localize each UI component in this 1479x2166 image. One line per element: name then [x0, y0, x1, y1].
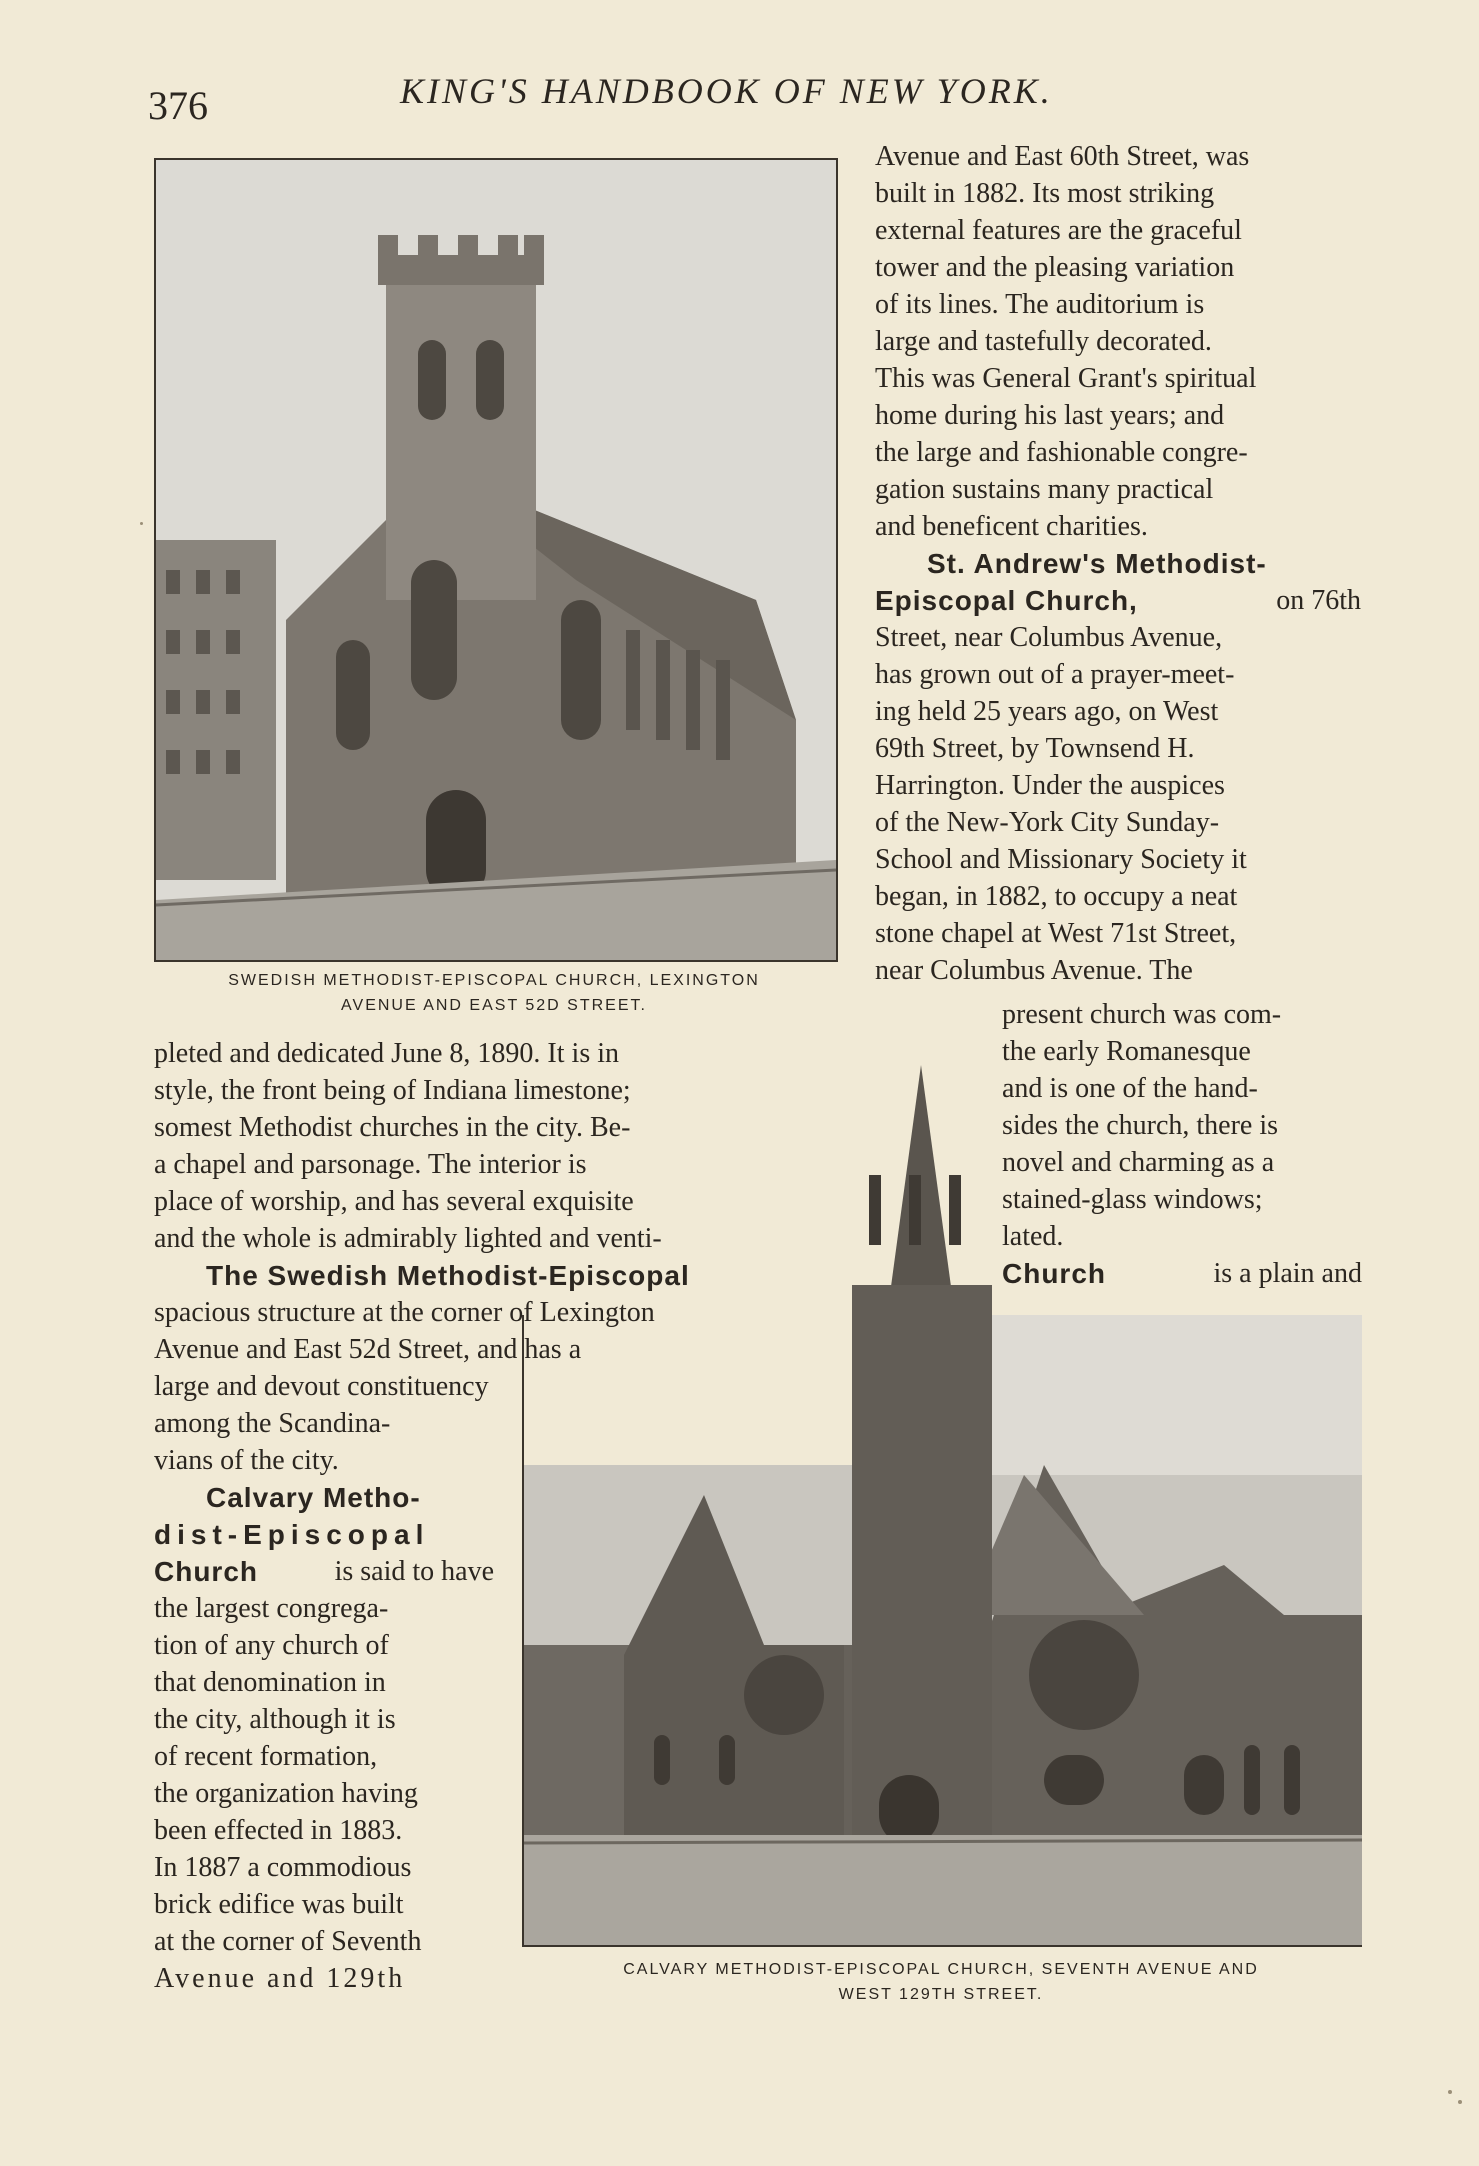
paper-speck: [1458, 2100, 1462, 2104]
text-line: Avenue and East 60th Street, was: [875, 141, 1250, 172]
text-line: been effected in 1883.: [154, 1815, 403, 1846]
text-line: and the whole is admirably lighted and venti-: [154, 1223, 662, 1254]
text-line: stained-glass windows;: [1002, 1184, 1263, 1215]
text-line: home during his last years; and: [875, 400, 1225, 431]
caption-line: SWEDISH METHODIST-EPISCOPAL CHURCH, LEXINGTON: [228, 972, 760, 989]
text-line: the largest congrega-: [154, 1593, 389, 1624]
caption-line: WEST 129TH STREET.: [838, 1986, 1044, 2003]
st-andrews-heading-cont: Episcopal Church,: [875, 585, 1138, 616]
text-line: pleted and dedicated June 8, 1890. It is in: [154, 1038, 619, 1069]
text-line: among the Scandina-: [154, 1408, 391, 1439]
page-number: 376: [148, 83, 208, 128]
text-fragment: on 76th: [1276, 585, 1361, 616]
text-line: This was General Grant's spiritual: [875, 363, 1257, 394]
text-line: external features are the graceful: [875, 215, 1242, 246]
calvary-heading: Calvary Metho-: [206, 1482, 421, 1513]
left-column-paragraph: [154, 1035, 814, 1479]
text-line: [875, 582, 1361, 619]
text-line: stone chapel at West 71st Street,: [875, 918, 1237, 949]
text-line: a chapel and parsonage. The interior is: [154, 1149, 587, 1180]
text-line: School and Missionary Society it: [875, 844, 1247, 875]
text-line: brick edifice was built: [154, 1889, 404, 1920]
text-line: lated.: [1002, 1221, 1064, 1252]
running-head: KING'S HANDBOOK OF NEW YORK.: [400, 71, 1053, 111]
text-line: ing held 25 years ago, on West: [875, 696, 1219, 727]
text-line: the city, although it is: [154, 1704, 396, 1735]
text-line: and beneficent charities.: [875, 511, 1148, 542]
text-line: of the New-York City Sunday-: [875, 807, 1220, 838]
text-line: place of worship, and has several exquisite: [154, 1186, 634, 1217]
text-line: sides the church, there is: [1002, 1110, 1279, 1141]
text-line: at the corner of Seventh: [154, 1926, 422, 1957]
text-line: gation sustains many practical: [875, 474, 1214, 505]
text-line: the large and fashionable congre-: [875, 437, 1248, 468]
calvary-church-caption: [522, 1957, 1360, 2007]
text-line: tion of any church of: [154, 1630, 389, 1661]
text-line: Avenue and 129th: [154, 1963, 406, 1994]
text-line: Street, near Columbus Avenue,: [875, 622, 1223, 653]
calvary-heading-cont: dist-Episcopal: [154, 1519, 430, 1550]
caption-line: CALVARY METHODIST-EPISCOPAL CHURCH, SEVENTH AVENUE AND: [623, 1961, 1259, 1978]
text-line: large and tastefully decorated.: [875, 326, 1212, 357]
calvary-column: [154, 1479, 494, 1997]
right-fragments: [1002, 996, 1362, 1292]
church-heading: Church: [1002, 1258, 1106, 1289]
text-line: somest Methodist churches in the city. Be-: [154, 1112, 631, 1143]
swedish-church-photo: [154, 158, 838, 962]
st-andrews-heading: St. Andrew's Methodist-: [927, 548, 1267, 579]
text-line: built in 1882. Its most striking: [875, 178, 1215, 209]
text-line: has grown out of a prayer-meet-: [875, 659, 1235, 690]
text-line: Harrington. Under the auspices: [875, 770, 1225, 801]
text-line: and is one of the hand-: [1002, 1073, 1258, 1104]
text-line: present church was com-: [1002, 999, 1282, 1030]
text-line: novel and charming as a: [1002, 1147, 1275, 1178]
paper-speck: [140, 522, 143, 525]
right-column-paragraph: [875, 138, 1361, 989]
text-line: tower and the pleasing variation: [875, 252, 1235, 283]
swedish-church-caption: [154, 968, 834, 1018]
text-line: large and devout constituency: [154, 1371, 489, 1402]
text-line: style, the front being of Indiana limestone;: [154, 1075, 631, 1106]
text-line: spacious structure at the corner of Lexington: [154, 1297, 655, 1328]
text-line: the early Romanesque: [1002, 1036, 1251, 1067]
text-line: the organization having: [154, 1778, 418, 1809]
text-line: In 1887 a commodious: [154, 1852, 412, 1883]
text-line: of its lines. The auditorium is: [875, 289, 1205, 320]
text-line: 69th Street, by Townsend H.: [875, 733, 1195, 764]
text-line: that denomination in: [154, 1667, 386, 1698]
paper-speck: [1448, 2090, 1452, 2094]
swedish-heading: The Swedish Methodist-Episcopal: [206, 1260, 690, 1291]
calvary-heading-church: Church: [154, 1556, 258, 1587]
text-fragment: is a plain and: [1213, 1258, 1362, 1289]
text-line: of recent formation,: [154, 1741, 378, 1772]
text-line: began, in 1882, to occupy a neat: [875, 881, 1238, 912]
caption-line: AVENUE AND EAST 52D STREET.: [341, 997, 647, 1014]
text-line: [154, 1553, 494, 1590]
text-line: vians of the city.: [154, 1445, 339, 1476]
text-line: near Columbus Avenue. The: [875, 955, 1193, 986]
text-line: Avenue and East 52d Street, and has a: [154, 1334, 582, 1365]
text-fragment: is said to have: [334, 1556, 494, 1587]
text-line: [1002, 1255, 1362, 1292]
